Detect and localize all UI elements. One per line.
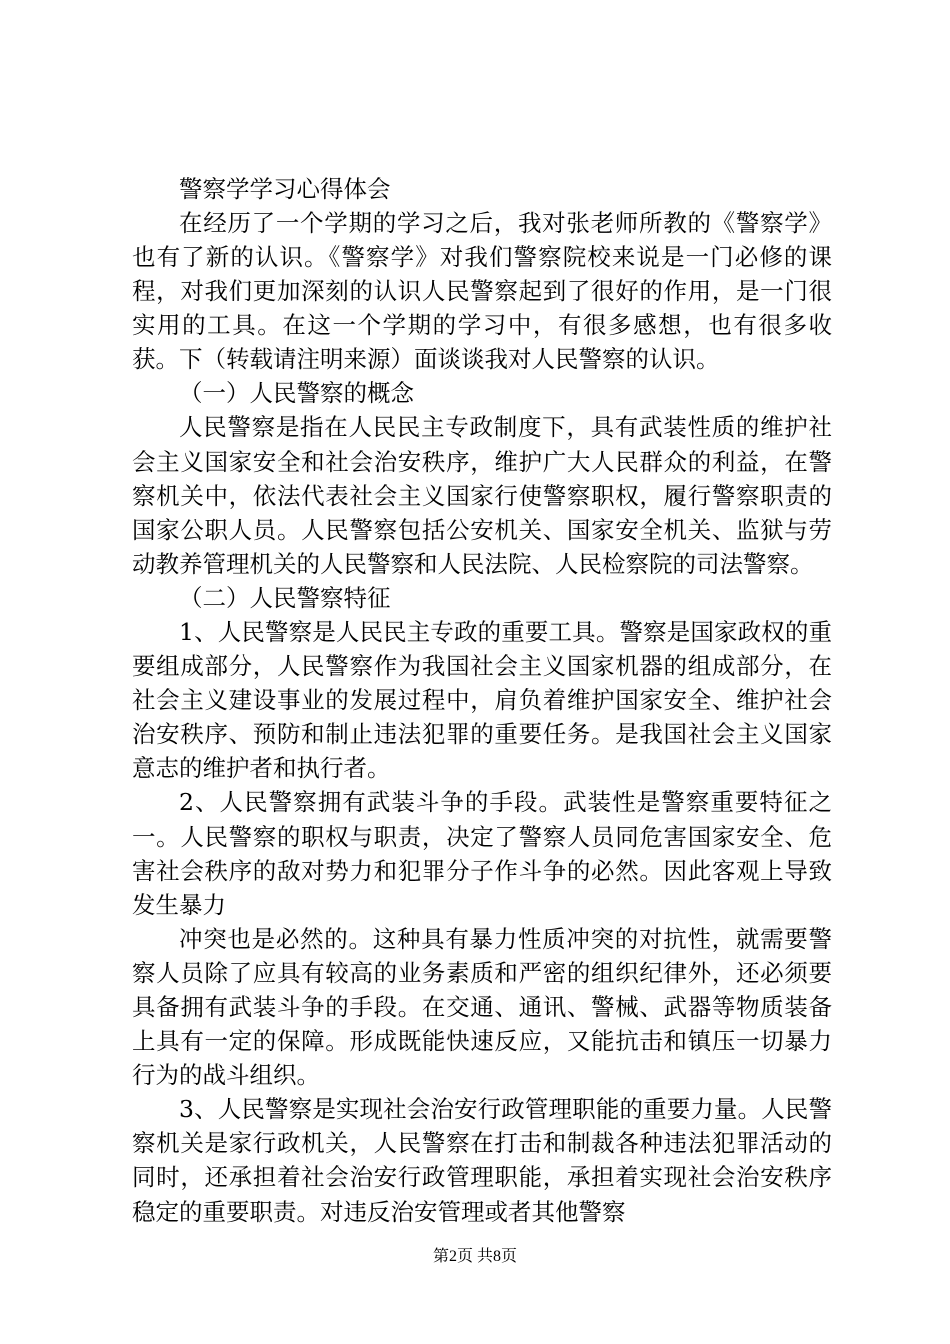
page-footer bbox=[0, 1247, 950, 1267]
feature-paragraph-3: 3、人民警察是实现社会治安行政管理职能的重要力量。人民警察机关是家行政机关，人民警察在打击和制裁各种违法犯罪活动的同时，还承担着社会治安行政管理职能，承担着实现社会治安秩序稳定的重要职责。对违反治安管理或者其他警察 bbox=[132, 1095, 832, 1226]
page-number-label: 第2页 共8页 bbox=[432, 1248, 517, 1265]
document-title: 警察学学习心得体会 bbox=[179, 175, 391, 203]
feature-paragraph-2-continued: 冲突也是必然的。这种具有暴力性质冲突的对抗性，就需要警察人员除了应具有较高的业务素质和严密的组织纪律外，还必须要具备拥有武装斗争的手段。在交通、通讯、警械、武器等物质装备上具有一定的保障。形成既能快速反应，又能抗击和镇压一切暴力行为的战斗组织。 bbox=[132, 924, 832, 1090]
document-body bbox=[132, 172, 832, 1229]
feature-paragraph-1: 1、人民警察是人民民主专政的重要工具。警察是国家政权的重要组成部分，人民警察作为我国社会主义国家机器的组成部分，在社会主义建设事业的发展过程中，肩负着维护国家安全、维护社会治安秩序、预防和制止违法犯罪的重要任务。是我国社会主义国家意志的维护者和执行者。 bbox=[132, 617, 832, 783]
intro-paragraph: 在经历了一个学期的学习之后，我对张老师所教的《警察学》也有了新的认识。《警察学》对我们警察院校来说是一门必修的课程，对我们更加深刻的认识人民警察起到了很好的作用，是一门很实用的工具。在这一个学期的学习中，有很多感想，也有很多收获。下（转载请注明来源）面谈谈我对人民警察的认识。 bbox=[132, 209, 832, 374]
concept-paragraph: 人民警察是指在人民民主专政制度下，具有武装性质的维护社会主义国家安全和社会治安秩序，维护广大人民群众的利益，在警察机关中，依法代表社会主义国家行使警察职权，履行警察职责的国家公职人员。人民警察包括公安机关、国家安全机关、监狱与劳动教养管理机关的人民警察和人民法院、人民检察院的司法警察。 bbox=[132, 413, 832, 578]
section-heading-concept: （一）人民警察的概念 bbox=[179, 379, 414, 408]
section-heading-features: （二）人民警察特征 bbox=[179, 583, 391, 612]
feature-paragraph-2: 2、人民警察拥有武装斗争的手段。武装性是警察重要特征之一。人民警察的职权与职责，决定了警察人员同危害国家安全、危害社会秩序的敌对势力和犯罪分子作斗争的必然。因此客观上导致发生暴力 bbox=[132, 788, 832, 919]
